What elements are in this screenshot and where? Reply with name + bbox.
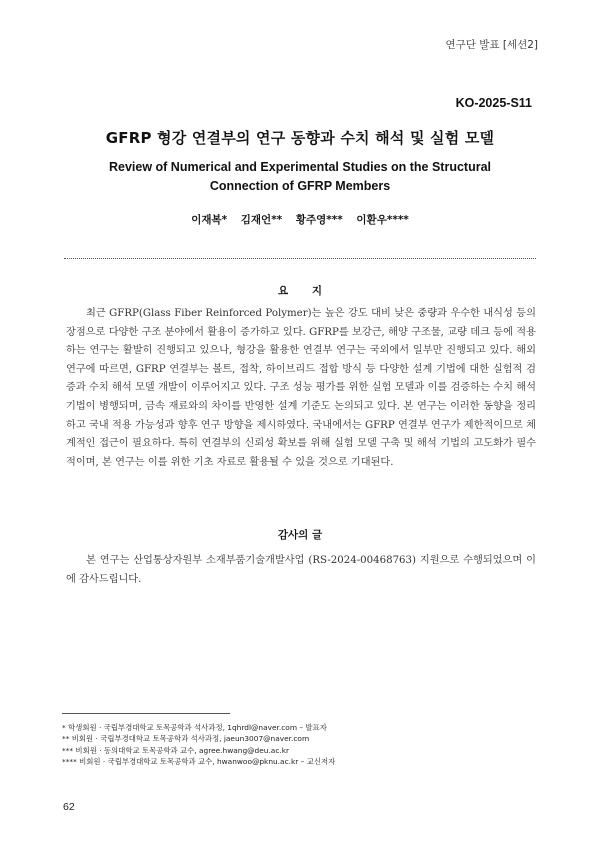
footnote: **** 비회원 · 국립부경대학교 토목공학과 교수, hwanwoo@pknu.ac.kr – 교신저자 — [62, 756, 336, 766]
paper-title-english: Review of Numerical and Experimental Studies on the Structural Connection of GFRP Members — [108, 160, 492, 193]
footnotes — [62, 722, 542, 767]
paper-id: KO-2025-S11 — [455, 96, 532, 110]
abstract-heading: 요 지 — [278, 285, 332, 297]
author-name: 이재복* — [191, 214, 228, 226]
abstract-body: 최근 GFRP(Glass Fiber Reinforced Polymer)는 높은 강도 대비 낮은 중량과 우수한 내식성 등의 장점으로 다양한 구조 분야에서 활용이 증가하고 있다. GFRP를 보강근, 해양 구조물, 교량 데크 등에 적용하는 연구는 활발히 진행되고 있으나, 형강을 활용한 연결부 연구는 국외에서 일부만 진행되고 있다. 해외 연구에 따르면, GFRP 연결부는 볼트, 접착, 하이브리드 접합 방식 등 다양한 설계 기법에 대한 실험적 검증과 수치 해석 모델 개발이 이루어지고 있다. 구조 성능 평가를 위한 실험 모델과 이를 검증하는 수치 해석 기법이 병행되며, 금속 재료와의 차이를 반영한 설계 기준도 논의되고 있다. 본 연구는 이러한 동향을 정리하고 국내 적용 가능성과 향후 연구 방향을 제시하였다. 국내에서는 GFRP 연결부 연구가 제한적이므로 체계적인 접근이 필요하다. 특히 연결부의 신뢰성 확보를 위해 실험 모델 구축 및 해석 기법의 고도화가 필수적이며, 본 연구는 이를 위한 기초 자료로 활용될 수 있을 것으로 기대된다. — [66, 308, 536, 468]
footnote-divider — [62, 713, 230, 714]
session-header-label: 연구단 발표 [세션2] — [445, 39, 538, 51]
page-number: 62 — [63, 801, 75, 813]
author-name: 김재언** — [240, 214, 283, 226]
author-name: 이환우**** — [356, 214, 409, 226]
footnote: * 학생회원 · 국립부경대학교 토목공학과 석사과정, 1qhrdl@naver.com – 발표자 — [62, 723, 327, 732]
footnote: ** 비회원 · 국립부경대학교 토목공학과 석사과정, jaeun3007@naver.com — [62, 734, 310, 744]
author-list — [0, 212, 600, 227]
paper-title-korean: GFRP 형강 연결부의 연구 동향과 수치 해석 및 실험 모델 — [105, 129, 495, 147]
author-name: 황주영*** — [295, 214, 343, 226]
acknowledgement-heading: 감사의 글 — [277, 529, 323, 541]
acknowledgement-body: 본 연구는 산업통상자원부 소재부품기술개발사업 (RS-2024-00468763) 지원으로 수행되었으며 이에 감사드립니다. — [66, 555, 536, 585]
dotted-divider — [64, 258, 536, 259]
footnote: *** 비회원 · 동의대학교 토목공학과 교수, agree.hwang@deu.ac.kr — [62, 745, 290, 755]
